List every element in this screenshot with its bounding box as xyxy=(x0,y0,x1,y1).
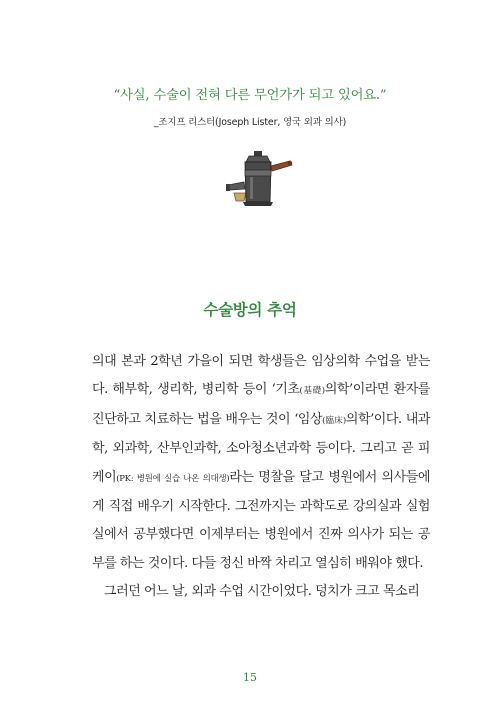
epigraph-quote: “사실, 수술이 전혀 다른 무언가가 되고 있어요.” xyxy=(113,88,387,103)
surgical-instrument-illustration xyxy=(224,149,294,207)
paragraph-text: 의학’이라면 환자를 진단하고 치료하는 법을 배우는 것이 ‘임상 xyxy=(92,382,431,427)
page-number: 15 xyxy=(243,671,257,684)
paragraph xyxy=(92,348,430,578)
paragraph: 그러던 어느 날, 외과 수업 시간이었다. 덩치가 크고 목소리 xyxy=(104,584,420,600)
paragraph-text: 의학’이다. 내과학, 외과학, 산부인과학, 소아청소년과학 등이다. 그리고 곧 피케이 xyxy=(92,411,430,485)
surgical-instrument-icon xyxy=(224,149,294,207)
paragraph-text: 라는 명찰을 달고 병원에서 의사들에게 직접 배우기 시작한다. 그전까지는 과학도로 강의실과 실험실에서 공부했다면 이제부터는 병원에서 진짜 의사가 되는 공부를 하는 것이다. 다들 정신 바짝 차리고 열심히 배워야 했다. xyxy=(92,469,430,571)
annotation-text: (PK: 병원에 실습 나온 의대생) xyxy=(116,473,230,484)
body-text xyxy=(92,348,430,607)
epigraph-attribution: _조지프 리스터(Joseph Lister, 영국 외과 의사) xyxy=(153,117,347,128)
paragraph-text: 의대 본과 2학년 가을이 되면 학생들은 임상의학 수업을 받는다. 해부학, 생리학, 병리학 등이 ‘기초 xyxy=(92,354,430,398)
chapter-title: 수술방의 추억 xyxy=(203,301,297,319)
annotation-text: (基礎) xyxy=(299,386,325,397)
annotation-text: (臨床) xyxy=(322,415,346,426)
